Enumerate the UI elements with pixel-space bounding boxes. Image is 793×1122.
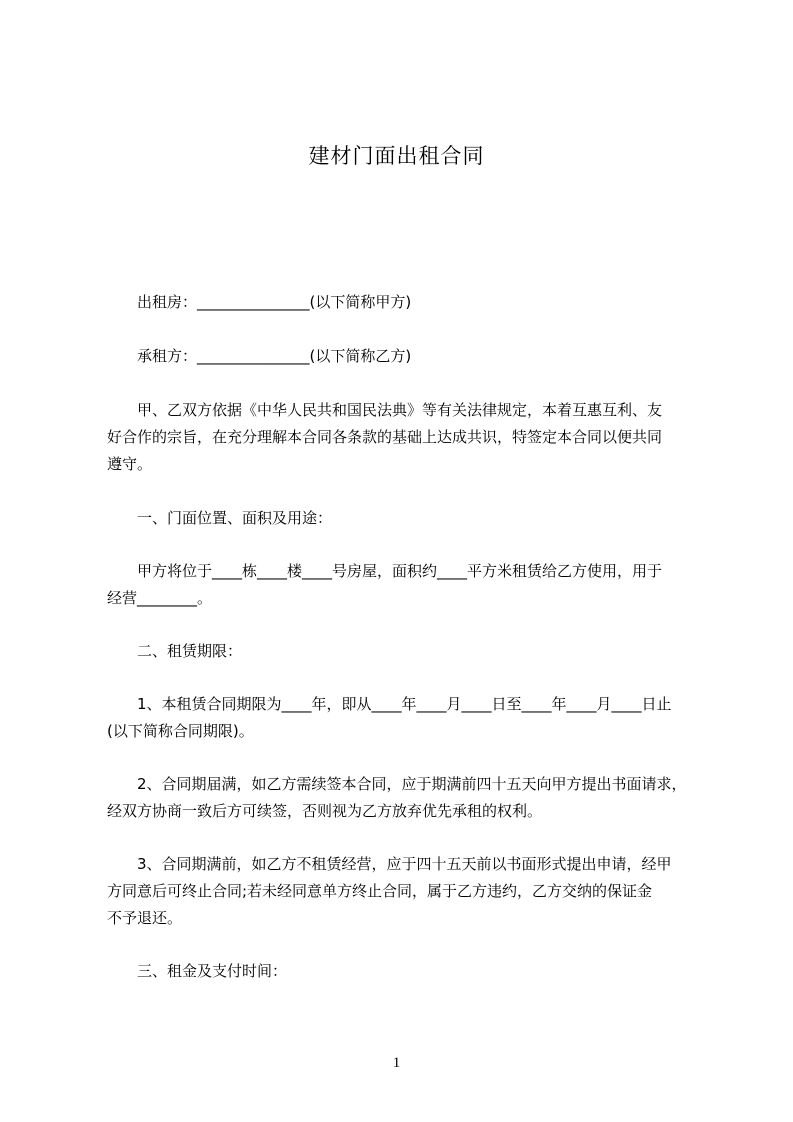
preamble-line-1: 甲、乙双方依据《中华人民共和国民法典》等有关法律规定，本着互惠互利、友	[137, 401, 663, 419]
term-clause-3-line-1: 3、合同期满前，如乙方不租赁经营，应于四十五天前以书面形式提出申请，经甲	[137, 855, 672, 873]
preamble-line-3: 遵守。	[107, 455, 153, 473]
lessee-line: 承租方：_______________(以下简称乙方)	[137, 347, 412, 365]
term-clause-2-line-2: 经双方协商一致后方可续签，否则视为乙方放弃优先承租的权利。	[107, 802, 543, 820]
lessor-line: 出租房：_______________(以下简称甲方)	[137, 293, 412, 311]
section-heading-3: 三、租金及支付时间：	[137, 962, 288, 980]
term-clause-3-line-2: 方同意后可终止合同;若未经同意单方终止合同，属于乙方违约，乙方交纳的保证金	[107, 882, 653, 900]
location-line-2: 经营________。	[107, 589, 213, 607]
section-heading-2: 二、租赁期限：	[137, 642, 243, 660]
term-clause-2-line-1: 2、合同期届满，如乙方需续签本合同，应于期满前四十五天向甲方提出书面请求，	[137, 775, 687, 793]
page-title: 建材门面出租合同	[308, 144, 485, 168]
page-number: 1	[392, 1055, 401, 1071]
location-line-1: 甲方将位于____栋____楼____号房屋，面积约____平方米租赁给乙方使用，用于	[137, 562, 663, 580]
term-clause-1-line-2: (以下简称合同期限)。	[107, 722, 254, 740]
preamble-line-2: 好合作的宗旨，在充分理解本合同各条款的基础上达成共识，特签定本合同以便共同	[107, 428, 663, 446]
term-clause-1-line-1: 1、本租赁合同期限为____年，即从____年____月____日至____年____月____日止	[137, 695, 672, 713]
section-heading-1: 一、门面位置、面积及用途：	[137, 509, 333, 527]
term-clause-3-line-3: 不予退还。	[107, 909, 183, 927]
